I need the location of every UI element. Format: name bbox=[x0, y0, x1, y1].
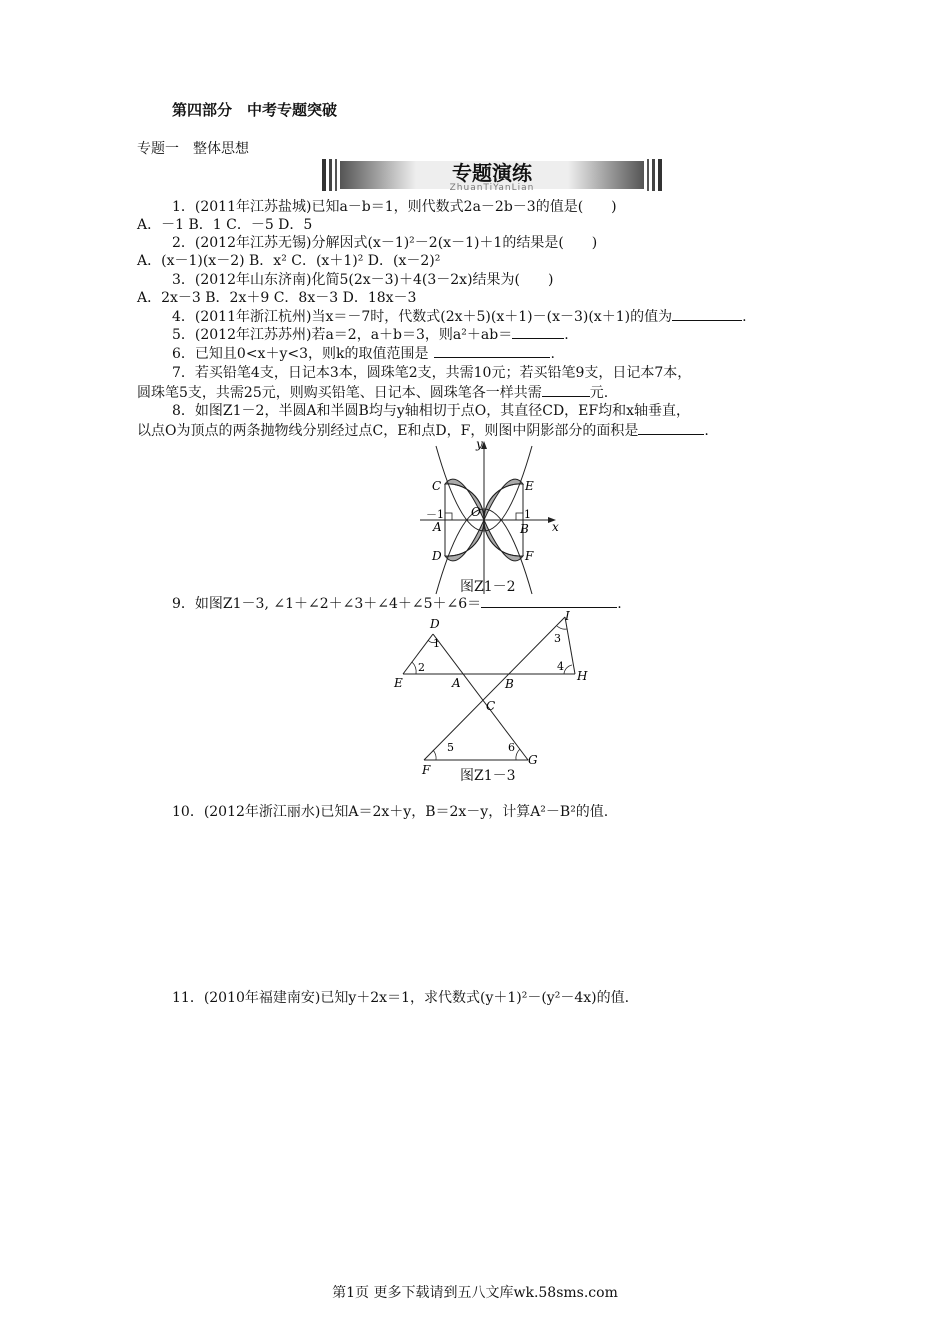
label-o: O bbox=[471, 505, 481, 519]
label-d: D bbox=[430, 617, 440, 631]
label-c: C bbox=[432, 479, 442, 493]
label-i: I bbox=[565, 609, 570, 623]
answer-blank[interactable] bbox=[434, 345, 550, 358]
answer-blank[interactable] bbox=[542, 384, 590, 397]
right-angle-mark bbox=[445, 513, 452, 520]
angle-label-2: 2 bbox=[418, 661, 425, 674]
label-x: x bbox=[552, 520, 559, 534]
label-1: 1 bbox=[524, 508, 531, 521]
label-c: C bbox=[486, 699, 496, 713]
question-2: 2．(2012年江苏无锡)分解因式(x－1)²－2(x－1)＋1的结果是( ) bbox=[172, 235, 598, 251]
question-7-line1: 7．若买铅笔4支，日记本3本，圆珠笔2支，共需10元；若买铅笔9支，日记本7本， bbox=[172, 365, 692, 381]
page-footer: 第1页 更多下载请到五八文库wk.58sms.com bbox=[332, 1285, 618, 1301]
label-e: E bbox=[525, 479, 534, 493]
angle-label-3: 3 bbox=[554, 632, 561, 645]
label-neg1: －1 bbox=[426, 508, 444, 521]
angle-arc bbox=[516, 749, 520, 760]
answer-blank[interactable] bbox=[512, 326, 564, 339]
question-8-line1: 8．如图Z1－2，半圆A和半圆B均与y轴相切于点O，其直径CD，EF均和x轴垂直， bbox=[172, 403, 690, 419]
banner-title: 专题演练 bbox=[452, 161, 532, 185]
label-d: D bbox=[432, 549, 442, 563]
label-f: F bbox=[525, 549, 534, 563]
question-6-end: . bbox=[550, 346, 555, 362]
right-angle-mark bbox=[516, 513, 523, 520]
section-banner bbox=[322, 159, 662, 191]
question-1: 1．(2011年江苏盐城)已知a－b＝1，则代数式2a－2b－3的值是( ) bbox=[172, 199, 617, 215]
question-5-text: 5．(2012年江苏苏州)若a＝2，a＋b＝3，则a²＋ab＝ bbox=[172, 327, 513, 343]
angle-arc bbox=[412, 662, 416, 674]
question-4 bbox=[172, 308, 747, 326]
question-7-line2 bbox=[137, 384, 608, 402]
figure-z1-3 bbox=[390, 607, 595, 777]
angle-arc bbox=[557, 626, 567, 629]
label-e: E bbox=[394, 676, 403, 690]
question-11: 11．(2010年福建南安)已知y＋2x＝1，求代数式(y＋1)²－(y²－4x)的值. bbox=[172, 990, 630, 1006]
question-9-text: 9．如图Z1－3, ∠1＋∠2＋∠3＋∠4＋∠5＋∠6＝ bbox=[172, 596, 482, 612]
question-5 bbox=[172, 326, 569, 344]
question-1-options: A．－1 B．1 C．－5 D．5 bbox=[137, 217, 313, 233]
question-3-options: A．2x－3 B．2x＋9 C．8x－3 D．18x－3 bbox=[137, 290, 417, 306]
question-8-text: 以点O为顶点的两条抛物线分别经过点C，E和点D，F，则图中阴影部分的面积是 bbox=[137, 423, 639, 439]
label-b: B bbox=[505, 677, 514, 691]
label-h: H bbox=[577, 669, 588, 683]
label-a: A bbox=[452, 676, 461, 690]
question-2-options: A．(x－1)(x－2) B．x² C．(x＋1)² D．(x－2)² bbox=[137, 253, 441, 269]
angle-label-6: 6 bbox=[508, 741, 515, 754]
angle-arc bbox=[564, 665, 572, 674]
angle-label-5: 5 bbox=[447, 741, 454, 754]
question-9-end: . bbox=[617, 596, 622, 612]
question-6 bbox=[172, 345, 555, 363]
part-title: 第四部分 中考专题突破 bbox=[172, 101, 338, 119]
label-f: F bbox=[422, 763, 431, 777]
question-7-text: 圆珠笔5支，共需25元，则购买铅笔、日记本、圆珠笔各一样共需 bbox=[137, 385, 542, 401]
angle-label-1: 1 bbox=[433, 637, 440, 650]
question-6-text: 6．已知且0<x＋y<3，则k的取值范围是 bbox=[172, 346, 429, 362]
question-5-end: . bbox=[564, 327, 569, 343]
question-3: 3．(2012年山东济南)化简5(2x－3)＋4(3－2x)结果为( ) bbox=[172, 272, 554, 288]
label-a: A bbox=[433, 520, 442, 534]
angle-arc bbox=[433, 750, 436, 760]
label-g: G bbox=[528, 753, 538, 767]
answer-blank[interactable] bbox=[638, 422, 704, 435]
figure-z1-3-caption: 图Z1－3 bbox=[460, 768, 516, 784]
answer-blank[interactable] bbox=[672, 308, 742, 321]
question-4-text: 4．(2011年浙江杭州)当x＝－7时，代数式(2x＋5)(x＋1)－(x－3)(x＋1)的值为 bbox=[172, 309, 673, 325]
line-fi bbox=[424, 617, 565, 760]
figure-z1-2-caption: 图Z1－2 bbox=[460, 579, 516, 595]
question-4-end: . bbox=[742, 309, 747, 325]
figure-z1-2 bbox=[412, 436, 562, 596]
question-10: 10．(2012年浙江丽水)已知A＝2x＋y，B＝2x－y，计算A²－B²的值. bbox=[172, 804, 609, 820]
question-8-end: . bbox=[704, 423, 709, 439]
topic-title: 专题一 整体思想 bbox=[137, 141, 249, 157]
angle-label-4: 4 bbox=[557, 660, 564, 673]
question-7-end: 元. bbox=[589, 385, 609, 401]
label-y: y bbox=[476, 437, 483, 451]
banner-pinyin: ZhuanTiYanLian bbox=[449, 183, 535, 191]
label-b: B bbox=[520, 522, 529, 536]
